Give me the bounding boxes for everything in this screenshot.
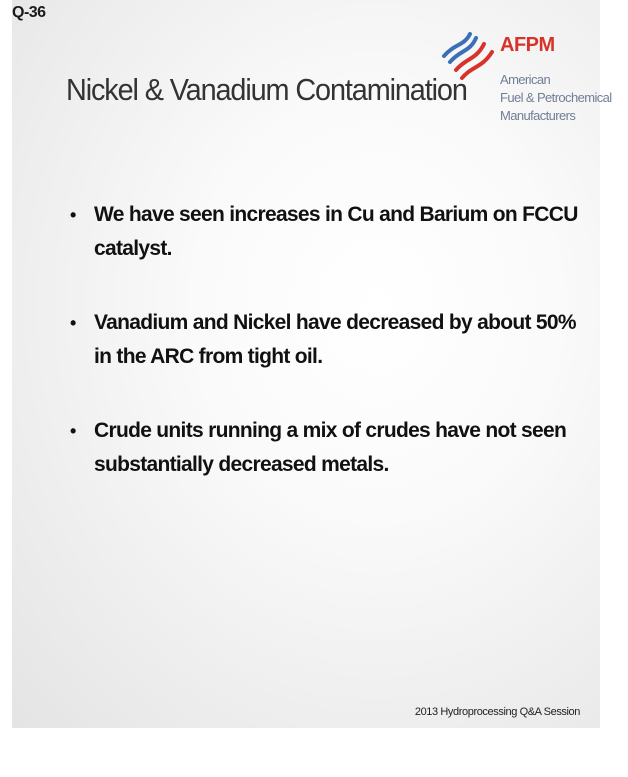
bullet-item [68, 414, 588, 482]
question-id: Q-36 [12, 4, 46, 21]
logo-acronym: AFPM [500, 34, 555, 56]
slide [12, 0, 612, 728]
slide-title: Nickel & Vanadium Contamination [66, 72, 467, 107]
logo-line-1: American [500, 72, 551, 87]
footer-session: 2013 Hydroprocessing Q&A Session [414, 706, 580, 718]
afpm-flag-icon [440, 26, 496, 82]
bullet-text: Crude units running a mix of crudes have not seen substantially decreased metals. [94, 419, 567, 476]
bullet-marker: • [70, 421, 76, 441]
bullet-item [68, 198, 588, 266]
bullet-text: Vanadium and Nickel have decreased by about 50% in the ARC from tight oil. [94, 311, 576, 368]
logo-line-2: Fuel & Petrochemical [500, 90, 612, 105]
afpm-logo [440, 26, 612, 136]
bullet-marker: • [70, 205, 76, 225]
bullet-text: We have seen increases in Cu and Barium on FCCU catalyst. [94, 203, 578, 260]
bullet-list [68, 198, 588, 522]
logo-line-3: Manufacturers [500, 108, 576, 123]
bullet-marker: • [70, 313, 76, 333]
bullet-item [68, 306, 588, 374]
